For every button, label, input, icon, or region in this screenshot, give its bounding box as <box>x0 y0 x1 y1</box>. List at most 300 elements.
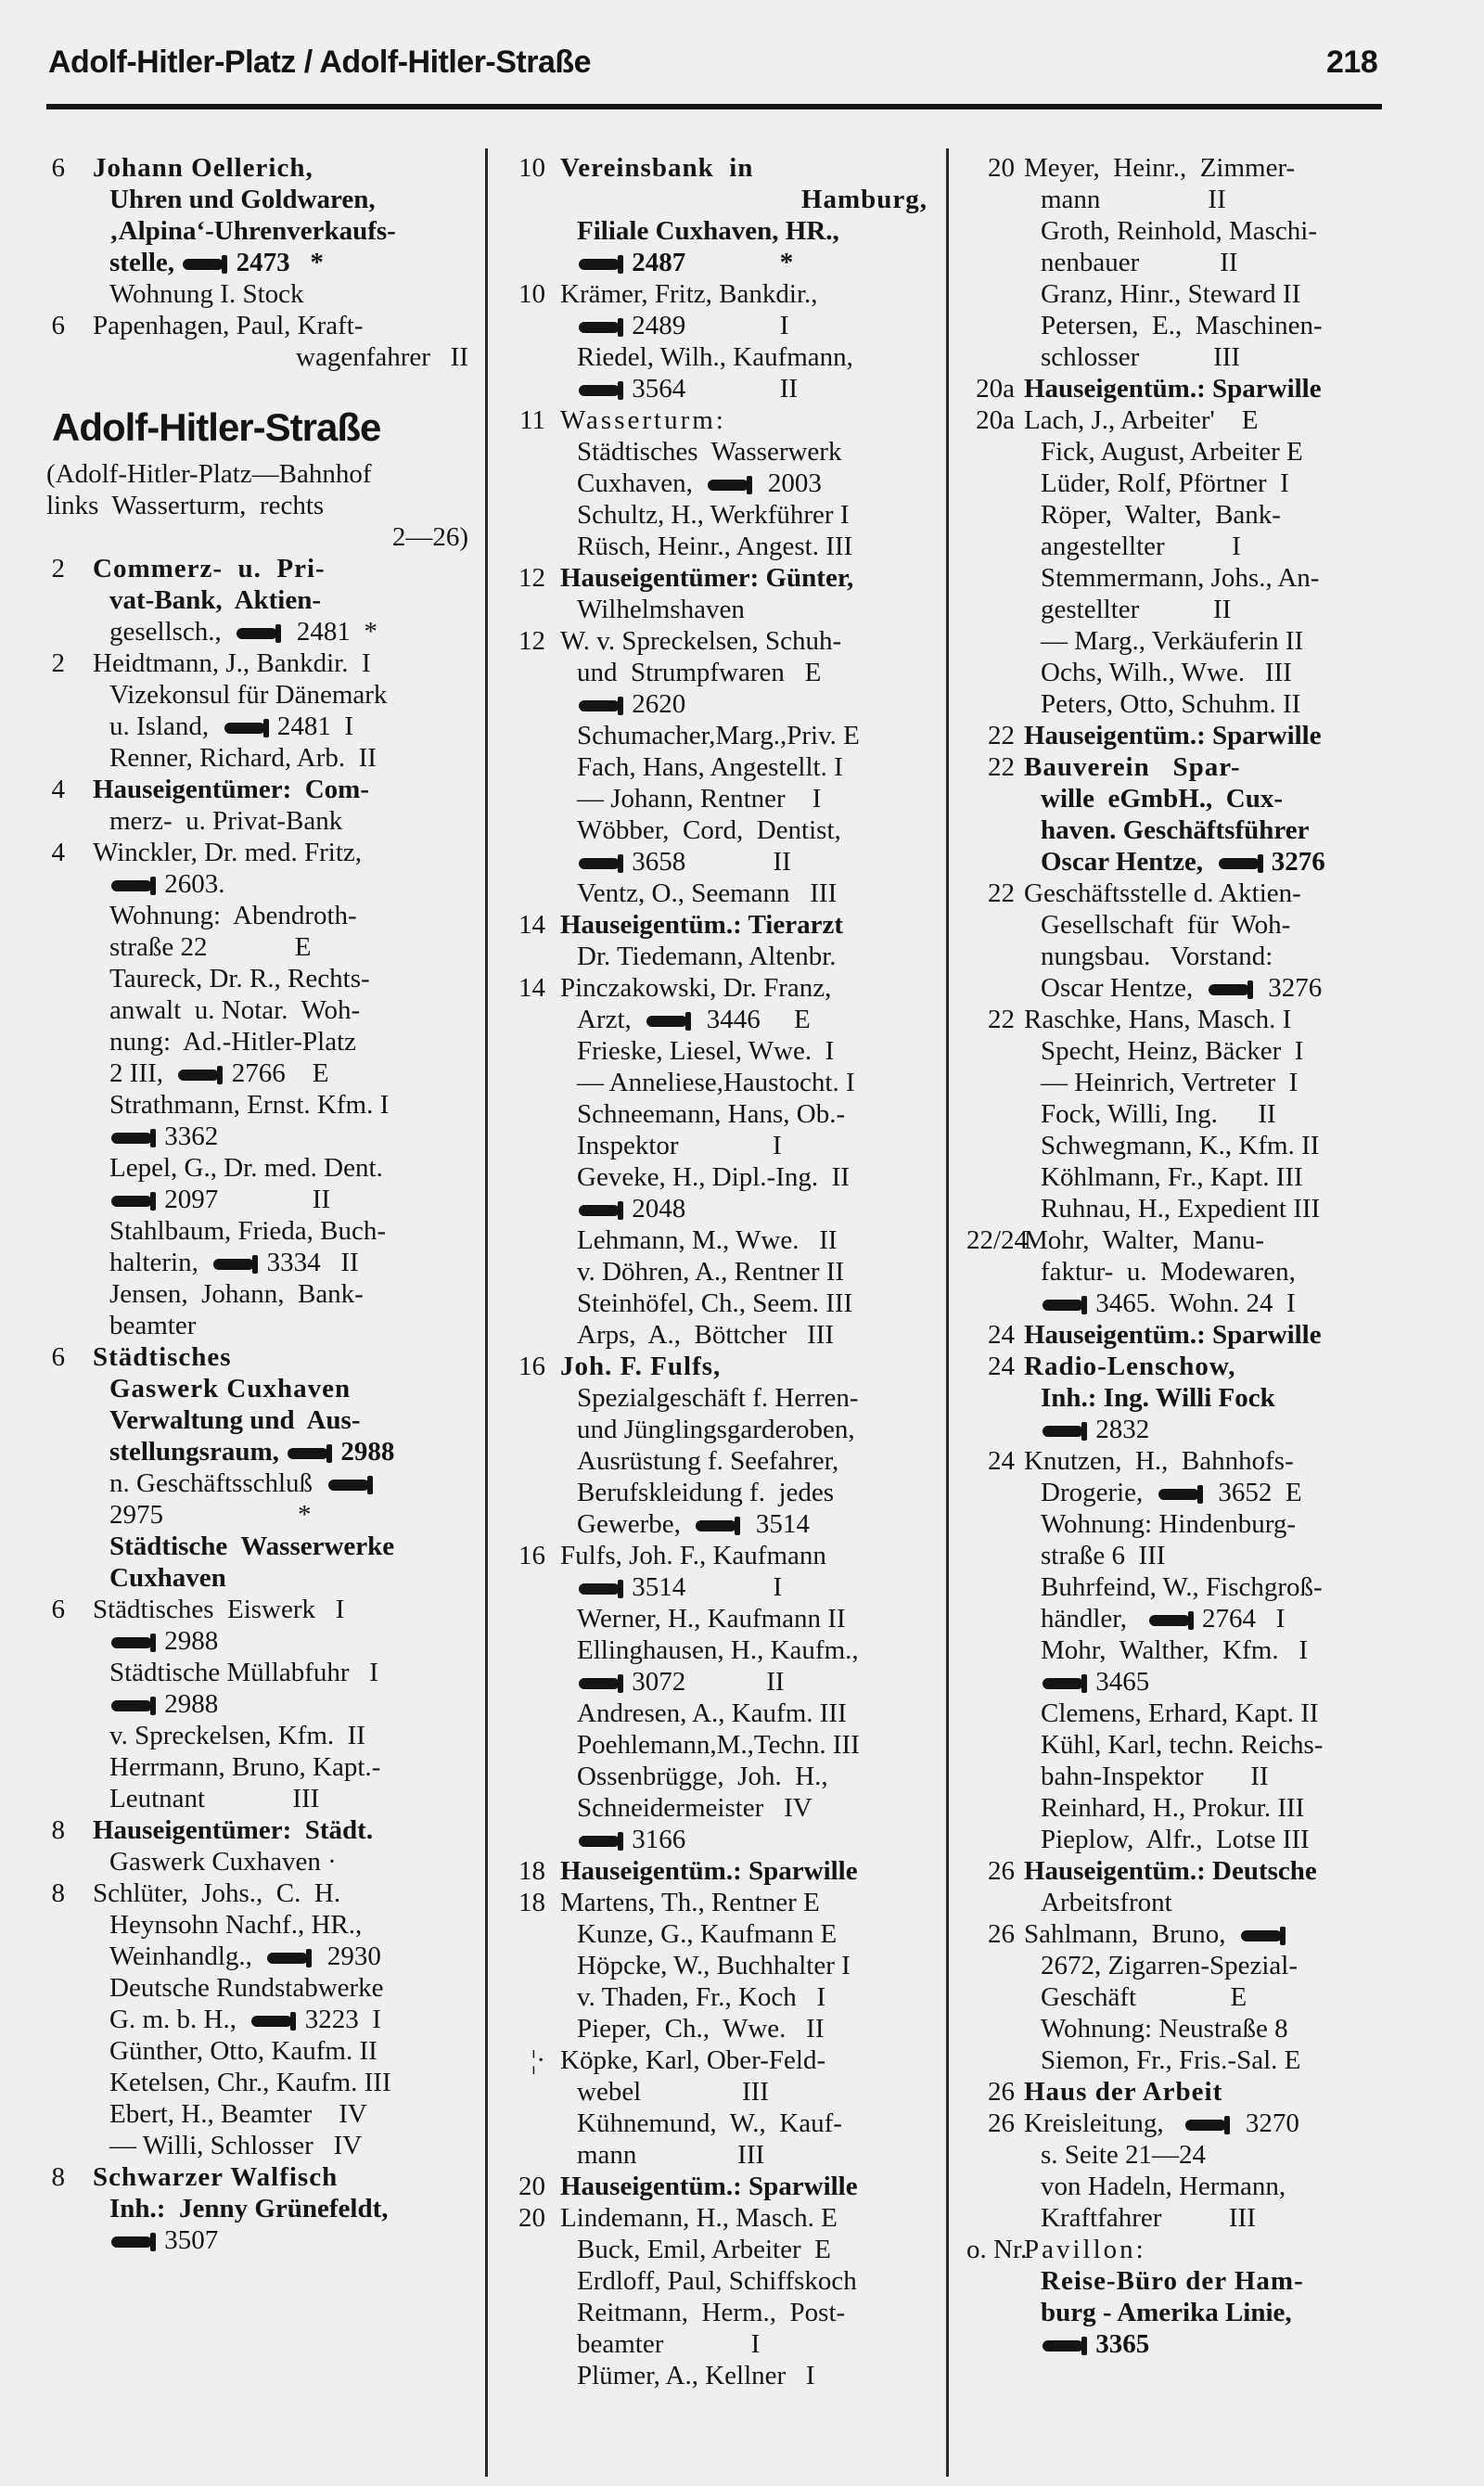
directory-line <box>46 1783 468 1814</box>
directory-line <box>508 278 928 310</box>
directory-line <box>46 584 468 616</box>
directory-line <box>46 1057 468 1089</box>
directory-line <box>966 1351 1426 1382</box>
directory-line <box>508 468 928 499</box>
entry-text: Riedel, Wilh., Kaufmann, <box>577 342 853 372</box>
directory-line <box>966 2139 1426 2171</box>
entry-text: Cuxhaven, 2003 <box>577 468 822 498</box>
entry-text: Städtisches <box>93 1342 232 1372</box>
telephone-icon <box>1149 1615 1190 1626</box>
entry-text: Heynsohn Nachf., HR., <box>109 1910 363 1940</box>
entry-text: Städtische Müllabfuhr I <box>109 1658 378 1687</box>
directory-line <box>966 2013 1426 2044</box>
entry-text: Radio-Lenschow, <box>1024 1352 1236 1381</box>
directory-line <box>966 1729 1426 1761</box>
entry-text: Granz, Hinr., Steward II <box>1041 279 1301 309</box>
telephone-icon <box>111 1637 152 1648</box>
entry-text: Reitmann, Herm., Post- <box>577 2298 846 2327</box>
entry-text: nenbauer II <box>1041 248 1238 277</box>
directory-line <box>966 1098 1426 1130</box>
directory-line <box>508 1004 928 1035</box>
entry-text: 3465. Wohn. 24 I <box>1041 1288 1296 1318</box>
directory-line <box>46 1972 468 2004</box>
directory-line <box>508 1161 928 1193</box>
entry-text: Pieplow, Alfr., Lotse III <box>1041 1825 1310 1854</box>
telephone-icon <box>579 1205 620 1216</box>
entry-text: Lach, J., Arbeiter' E <box>1024 405 1259 435</box>
column-right <box>966 152 1426 2360</box>
directory-line <box>966 531 1426 562</box>
directory-line <box>46 1814 468 1846</box>
directory-line <box>46 1877 468 1909</box>
house-number: 22 <box>988 721 1015 750</box>
telephone-icon <box>579 259 620 270</box>
directory-line <box>508 247 928 278</box>
directory-line <box>508 562 928 594</box>
entry-text: 2489 I <box>577 311 788 340</box>
entry-text: Hauseigentüm.: Sparwille <box>560 1856 858 1886</box>
house-number: 20 <box>518 2172 545 2201</box>
directory-line <box>966 2265 1426 2297</box>
entry-text: Herrmann, Bruno, Kapt.- <box>109 1752 381 1782</box>
directory-line <box>966 751 1426 783</box>
house-number: 6 <box>51 1595 65 1624</box>
directory-line <box>46 805 468 837</box>
directory-line <box>966 2044 1426 2076</box>
directory-line <box>508 1981 928 2013</box>
entry-text: Städtisches Eiswerk I <box>93 1595 345 1624</box>
house-number: 2 <box>51 648 65 678</box>
directory-line <box>508 152 928 184</box>
house-number: 6 <box>51 1342 65 1372</box>
directory-line <box>966 1130 1426 1161</box>
directory-line <box>508 1351 928 1382</box>
entry-text: Kraftfahrer III <box>1041 2203 1256 2233</box>
entry-text: Wohnung: Abendroth- <box>109 901 357 930</box>
entry-text: Peters, Otto, Schuhm. II <box>1041 689 1301 719</box>
entry-text: 2988 <box>109 1689 218 1719</box>
house-number: ¦· <box>531 2045 545 2075</box>
entry-text: Dr. Tiedemann, Altenbr. <box>577 942 837 971</box>
directory-line <box>966 278 1426 310</box>
entry-text: — Anneliese,Haustocht. I <box>577 1068 855 1097</box>
entry-text: Haus der Arbeit <box>1024 2077 1223 2107</box>
entry-text: Gewerbe, 3514 <box>577 1509 810 1539</box>
directory-line <box>966 1035 1426 1067</box>
directory-line <box>508 1382 928 1414</box>
directory-line <box>966 1887 1426 1918</box>
directory-line <box>46 1278 468 1310</box>
entry-text: u. Island, 2481 I <box>109 711 354 741</box>
directory-line <box>46 341 468 373</box>
telephone-icon <box>1219 858 1260 869</box>
directory-line <box>508 1950 928 1981</box>
directory-line <box>966 657 1426 688</box>
entry-text: Lepel, G., Dr. med. Dent. <box>109 1153 383 1183</box>
entry-text: 2 III, 2766 E <box>109 1058 329 1088</box>
telephone-icon <box>213 1259 254 1270</box>
telephone-icon <box>579 322 620 333</box>
telephone-icon <box>579 1836 620 1847</box>
entry-text: Kreisleitung, 3270 <box>1024 2108 1299 2138</box>
directory-line <box>508 436 928 468</box>
directory-line <box>508 310 928 341</box>
entry-text: Oscar Hentze, 3276 <box>1041 973 1323 1003</box>
entry-text: Taureck, Dr. R., Rechts- <box>109 964 370 993</box>
directory-line <box>966 2202 1426 2234</box>
directory-line <box>508 1918 928 1950</box>
directory-line <box>508 2202 928 2234</box>
entry-text: Plümer, A., Kellner I <box>577 2361 815 2390</box>
directory-line <box>508 1761 928 1792</box>
entry-text: n. Geschäftsschluß <box>109 1468 375 1498</box>
directory-line <box>966 562 1426 594</box>
directory-line <box>508 688 928 720</box>
directory-line <box>966 1224 1426 1256</box>
entry-text: 3514 I <box>577 1572 782 1602</box>
directory-line <box>508 972 928 1004</box>
directory-line <box>508 531 928 562</box>
directory-line <box>46 1341 468 1373</box>
telephone-icon <box>183 259 224 270</box>
telephone-icon <box>1043 1426 1083 1437</box>
entry-text: Arps, A., Böttcher III <box>577 1320 835 1350</box>
entry-text: von Hadeln, Hermann, <box>1041 2172 1286 2201</box>
directory-line <box>508 1698 928 1729</box>
entry-text: Ochs, Wilh., Wwe. III <box>1041 658 1292 687</box>
entry-text: beamter <box>109 1311 197 1340</box>
entry-text: Meyer, Heinr., Zimmer- <box>1024 153 1296 183</box>
entry-text: Knutzen, H., Bahnhofs- <box>1024 1446 1294 1476</box>
directory-line <box>966 1067 1426 1098</box>
entry-text: Fock, Willi, Ing. II <box>1041 1099 1276 1129</box>
telephone-icon <box>579 1583 620 1595</box>
telephone-icon <box>111 1700 152 1711</box>
directory-line <box>46 2193 468 2224</box>
column-left <box>46 152 468 2256</box>
house-number: o. Nr. <box>966 2235 1028 2264</box>
directory-line <box>508 1035 928 1067</box>
entry-text: Reinhard, H., Prokur. III <box>1041 1793 1305 1823</box>
entry-text: Geschäftsstelle d. Aktien- <box>1024 878 1301 908</box>
entry-text: nung: Ad.-Hitler-Platz <box>109 1027 357 1057</box>
entry-text: Wohnung: Hindenburg- <box>1041 1509 1297 1539</box>
directory-line <box>508 2360 928 2391</box>
entry-text: Hauseigentüm.: Sparwille <box>1024 721 1322 750</box>
entry-text: Vizekonsul für Dänemark <box>109 680 388 710</box>
directory-line <box>46 1751 468 1783</box>
entry-text: Werner, H., Kaufmann II <box>577 1604 846 1634</box>
entry-text: Fach, Hans, Angestellt. I <box>577 752 843 782</box>
directory-line <box>508 1193 928 1224</box>
directory-line <box>508 1887 928 1918</box>
entry-text: Städtische Wasserwerke <box>109 1531 395 1561</box>
entry-text: s. Seite 21—24 <box>1041 2140 1207 2170</box>
entry-text: Renner, Richard, Arb. II <box>109 743 377 773</box>
entry-text: gesellsch., 2481 * <box>109 617 377 647</box>
entry-text: stelle, 2473 * <box>109 248 324 277</box>
directory-line <box>46 247 468 278</box>
telephone-icon <box>224 723 265 734</box>
entry-text: 3564 II <box>577 374 798 404</box>
entry-text: Papenhagen, Paul, Kraft- <box>93 311 364 340</box>
house-number: 20 <box>988 153 1015 183</box>
directory-line <box>508 783 928 814</box>
house-number: 4 <box>51 838 65 867</box>
directory-line <box>508 1445 928 1477</box>
house-number: 18 <box>518 1888 545 1917</box>
entry-text: Lindemann, H., Masch. E <box>560 2203 838 2233</box>
telephone-icon <box>708 480 748 491</box>
telephone-icon <box>1241 1930 1282 1941</box>
entry-text: faktur- u. Modewaren, <box>1041 1257 1296 1287</box>
directory-line <box>46 184 468 215</box>
directory-line <box>46 868 468 900</box>
directory-line <box>46 2130 468 2161</box>
entry-text: Schneidermeister IV <box>577 1793 812 1823</box>
entry-text: 2487 * <box>577 248 793 277</box>
house-number: 2 <box>51 554 65 583</box>
entry-text: Wasserturm: <box>560 405 726 435</box>
house-number: 8 <box>51 1878 65 1908</box>
entry-text: Fulfs, Joh. F., Kaufmann <box>560 1541 826 1570</box>
directory-line <box>508 2328 928 2360</box>
entry-text: Rüsch, Heinr., Angest. III <box>577 532 853 561</box>
directory-line <box>508 1067 928 1098</box>
directory-line <box>46 837 468 868</box>
entry-text: Deutsche Rundstabwerke <box>109 1973 384 2003</box>
telephone-icon <box>579 700 620 711</box>
house-number: 10 <box>518 279 545 309</box>
entry-text: Kühnemund, W., Kauf- <box>577 2108 842 2138</box>
house-number: 12 <box>518 563 545 593</box>
house-number: 11 <box>519 405 545 435</box>
house-number: 26 <box>988 2077 1015 2107</box>
house-number: 26 <box>988 1856 1015 1886</box>
directory-line <box>508 1414 928 1445</box>
directory-line <box>966 1540 1426 1571</box>
entry-text: Schwarzer Walfisch <box>93 2162 339 2192</box>
entry-text: Frieske, Liesel, Wwe. I <box>577 1036 835 1066</box>
telephone-icon <box>1185 2120 1226 2131</box>
entry-text: gestellter II <box>1041 595 1232 624</box>
directory-line <box>966 341 1426 373</box>
directory-line <box>966 1634 1426 1666</box>
directory-line <box>508 2265 928 2297</box>
directory-line <box>46 742 468 774</box>
entry-text: Strathmann, Ernst. Kfm. I <box>109 1090 390 1120</box>
directory-line <box>46 711 468 742</box>
entry-text: und Jünglingsgarderoben, <box>577 1415 855 1444</box>
directory-line <box>46 900 468 931</box>
entry-text: Wilhelmshaven <box>577 595 745 624</box>
entry-text: — Willi, Schlosser IV <box>109 2131 363 2160</box>
directory-line <box>46 310 468 341</box>
entry-text: 2672, Zigarren-Spezial- <box>1041 1951 1298 1980</box>
entry-text: Weinhandlg., 2930 <box>109 1941 381 1971</box>
entry-text: 3658 II <box>577 847 791 877</box>
directory-line <box>46 1247 468 1278</box>
directory-line <box>508 2076 928 2108</box>
entry-text: Kühl, Karl, techn. Reichs- <box>1041 1730 1324 1760</box>
entry-text: — Johann, Rentner I <box>577 784 822 814</box>
entry-text: Ketelsen, Chr., Kaufm. III <box>109 2068 391 2097</box>
house-number: 14 <box>518 973 545 1003</box>
entry-text: straße 6 III <box>1041 1541 1166 1570</box>
entry-text: Drogerie, 3652 E <box>1041 1478 1302 1507</box>
directory-line <box>966 1950 1426 1981</box>
directory-line <box>966 878 1426 909</box>
directory-line <box>46 963 468 994</box>
directory-line <box>966 783 1426 814</box>
entry-text: 2097 II <box>109 1185 330 1214</box>
house-number: 26 <box>988 2108 1015 2138</box>
directory-line <box>508 909 928 941</box>
entry-text: Commerz- u. Pri- <box>93 554 326 583</box>
entry-text: v. Thaden, Fr., Koch I <box>577 1982 826 2012</box>
entry-text: 3365 <box>1041 2329 1149 2359</box>
entry-text: Schlüter, Johs., C. H. <box>93 1878 341 1908</box>
house-number: 22 <box>988 878 1015 908</box>
directory-line <box>966 1382 1426 1414</box>
entry-text: Lehmann, M., Wwe. II <box>577 1225 838 1255</box>
directory-line <box>508 1540 928 1571</box>
entry-text: Stemmermann, Johs., An- <box>1041 563 1320 593</box>
entry-text: Mohr, Walther, Kfm. I <box>1041 1635 1308 1665</box>
directory-line <box>46 1531 468 1562</box>
entry-text: und Strumpfwaren E <box>577 658 822 687</box>
directory-line <box>508 1098 928 1130</box>
entry-text: Petersen, E., Maschinen- <box>1041 311 1323 340</box>
entry-text: — Heinrich, Vertreter I <box>1041 1068 1298 1097</box>
telephone-icon <box>1043 1678 1083 1689</box>
directory-line <box>966 2234 1426 2265</box>
directory-line <box>508 1634 928 1666</box>
house-number: 24 <box>988 1446 1015 1476</box>
entry-text: stellungsraum, 2988 <box>109 1437 395 1467</box>
directory-line <box>46 1121 468 1152</box>
directory-line <box>966 1161 1426 1193</box>
directory-line <box>46 616 468 647</box>
directory-line <box>46 2004 468 2035</box>
entry-text: Groth, Reinhold, Maschi- <box>1041 216 1318 246</box>
entry-text: Ventz, O., Seemann III <box>577 878 838 908</box>
directory-line <box>966 2297 1426 2328</box>
directory-line <box>508 499 928 531</box>
directory-line <box>508 1256 928 1288</box>
entry-text: Wohnung: Neustraße 8 <box>1041 2014 1288 2044</box>
telephone-icon <box>328 1480 369 1491</box>
directory-line <box>508 625 928 657</box>
entry-text: Arzt, 3446 E <box>577 1005 811 1034</box>
entry-text: Städtisches Wasserwerk <box>577 437 842 467</box>
entry-text: Bauverein Spar- <box>1024 752 1241 782</box>
entry-text: Ellinghausen, H., Kaufm., <box>577 1635 859 1665</box>
entry-text: Buck, Emil, Arbeiter E <box>577 2235 831 2264</box>
directory-line <box>966 1571 1426 1603</box>
directory-line <box>966 941 1426 972</box>
header-rule <box>46 104 1382 109</box>
directory-line <box>508 814 928 846</box>
entry-text: Specht, Heinz, Bäcker I <box>1041 1036 1304 1066</box>
entry-text: haven. Geschäftsführer <box>1041 815 1310 845</box>
directory-line <box>508 2171 928 2202</box>
entry-text: Hamburg, <box>800 185 928 214</box>
telephone-icon <box>267 1953 308 1964</box>
directory-line <box>46 2161 468 2193</box>
entry-text: Hauseigentüm.: Sparwille <box>1024 374 1322 404</box>
telephone-icon <box>1043 1300 1083 1311</box>
directory-line <box>966 972 1426 1004</box>
entry-text: Steinhöfel, Ch., Seem. III <box>577 1288 853 1318</box>
directory-line <box>966 499 1426 531</box>
entry-text: Ossenbrügge, Joh. H., <box>577 1762 828 1791</box>
entry-text: Ebert, H., Beamter IV <box>109 2099 367 2129</box>
directory-line <box>508 184 928 215</box>
telephone-icon <box>579 385 620 396</box>
page-number: 218 <box>1326 45 1378 80</box>
directory-line <box>966 1004 1426 1035</box>
entry-text: Schultz, H., Werkführer I <box>577 500 850 530</box>
house-number: 22/24 <box>966 1225 1029 1255</box>
entry-text: Siemon, Fr., Fris.-Sal. E <box>1041 2045 1301 2075</box>
directory-line <box>508 1571 928 1603</box>
directory-line <box>966 1666 1426 1698</box>
telephone-icon <box>646 1016 687 1027</box>
directory-line <box>46 994 468 1026</box>
entry-text: beamter I <box>577 2329 761 2359</box>
entry-text: Cuxhaven <box>109 1563 226 1593</box>
directory-line <box>508 1477 928 1508</box>
entry-text: mann III <box>577 2140 765 2170</box>
directory-line <box>508 720 928 751</box>
directory-line <box>966 1193 1426 1224</box>
entry-text: Geveke, H., Dipl.-Ing. II <box>577 1162 850 1192</box>
directory-line <box>508 2108 928 2139</box>
entry-text: Schneemann, Hans, Ob.- <box>577 1099 846 1129</box>
telephone-icon <box>579 1678 620 1689</box>
directory-line <box>966 1918 1426 1950</box>
directory-line <box>46 553 468 584</box>
directory-line <box>966 594 1426 625</box>
entry-text: — Marg., Verkäuferin II <box>1041 626 1304 656</box>
directory-line <box>966 1981 1426 2013</box>
entry-text: Wöbber, Cord, Dentist, <box>577 815 841 845</box>
entry-text: v. Spreckelsen, Kfm. II <box>109 1721 365 1750</box>
directory-line <box>508 1319 928 1351</box>
entry-text: mann II <box>1041 185 1226 214</box>
house-number: 6 <box>51 153 65 183</box>
telephone-icon <box>579 858 620 869</box>
house-number: 16 <box>518 1352 545 1381</box>
house-number: 24 <box>988 1352 1015 1381</box>
directory-line <box>46 1310 468 1341</box>
entry-text: Lüder, Rolf, Pförtner I <box>1041 468 1289 498</box>
entry-text: Wohnung I. Stock <box>109 279 304 309</box>
directory-line <box>508 1666 928 1698</box>
directory-line <box>46 774 468 805</box>
directory-line <box>46 521 468 553</box>
directory-line <box>46 1846 468 1877</box>
house-number: 20a <box>976 374 1015 404</box>
telephone-icon <box>111 1133 152 1144</box>
directory-line <box>508 1224 928 1256</box>
entry-text: 3072 II <box>577 1667 785 1697</box>
directory-line <box>508 1855 928 1887</box>
directory-line <box>46 152 468 184</box>
house-number: 4 <box>51 775 65 804</box>
entry-text: Martens, Th., Rentner E <box>560 1888 820 1917</box>
